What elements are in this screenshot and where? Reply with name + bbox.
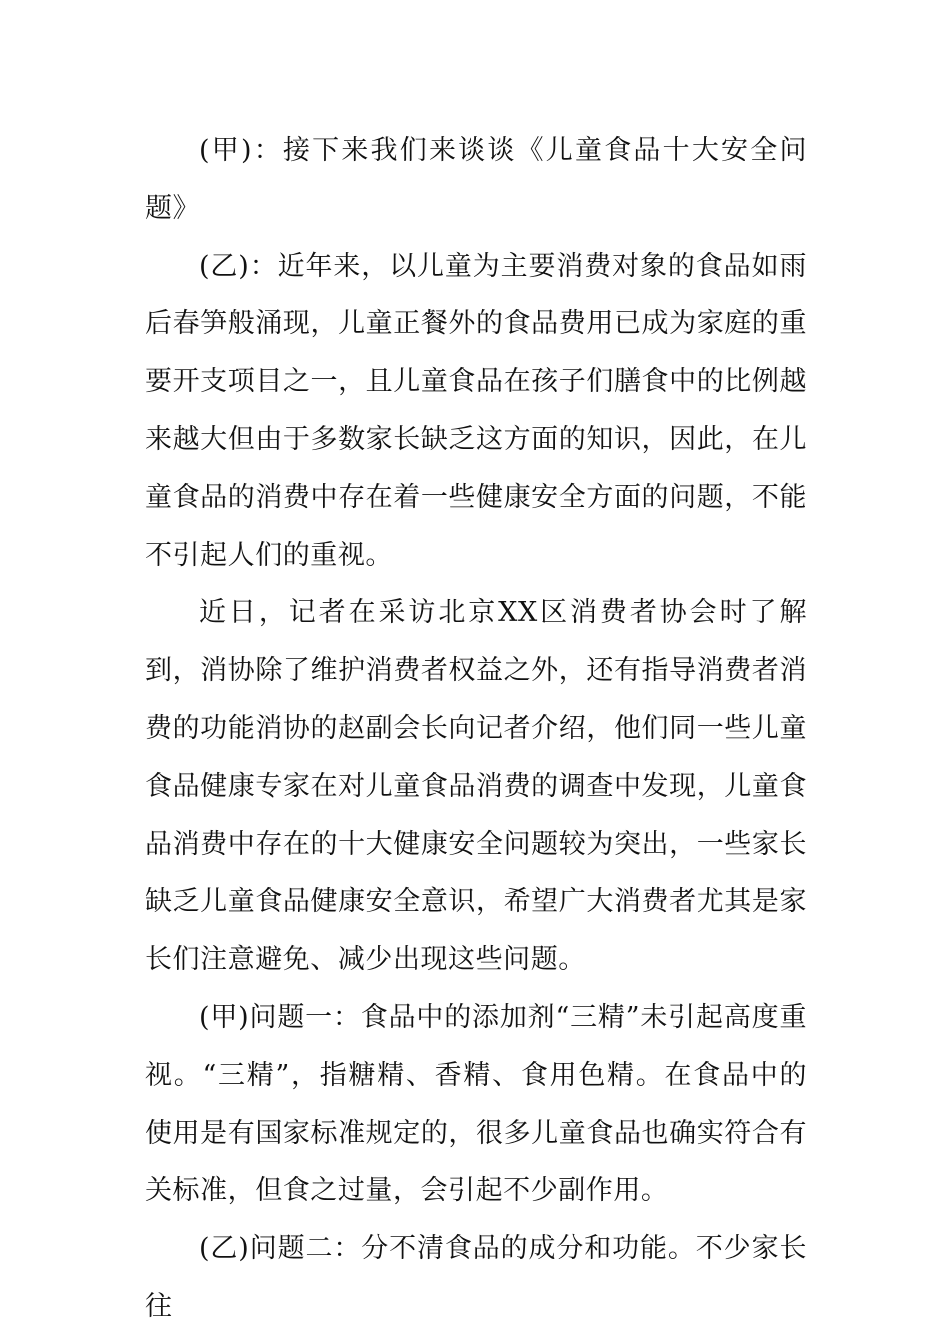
paragraph-interview: 近日，记者在采访北京XX区消费者协会时了解到，消协除了维护消费者权益之外，还有指导消费者消费的功能消协的赵副会长向记者介绍，他们同一些儿童食品健康专家在对儿童食品消费的调查中发现，儿童食品消费中存在的十大健康安全问题较为突出，一些家长缺乏儿童食品健康安全意识，希望广大消费者尤其是家长们注意避免、减少出现这些问题。 xyxy=(145,597,807,976)
paragraph-background: (乙)：近年来，以儿童为主要消费对象的食品如雨后春笋般涌现，儿童正餐外的食品费用已成为家庭的重要开支项目之一，且儿童食品在孩子们膳食中的比例越来越大但由于多数家长缺乏这方面的知识，因此，在儿童食品的消费中存在着一些健康安全方面的问题，不能不引起人们的重视。 xyxy=(145,250,807,571)
paragraph-issue-one: (甲)问题一：食品中的添加剂“三精”未引起高度重视。“三精”，指糖精、香精、食用色精。在食品中的使用是有国家标准规定的，很多儿童食品也确实符合有关标准，但食之过量，会引起不少副作用。 xyxy=(145,1001,807,1207)
paragraph-intro: (甲)：接下来我们来谈谈《儿童食品十大安全问题》 xyxy=(145,135,807,224)
document-body xyxy=(145,122,807,1336)
paragraph-issue-two: (乙)问题二：分不清食品的成分和功能。不少家长往 xyxy=(145,1233,807,1322)
